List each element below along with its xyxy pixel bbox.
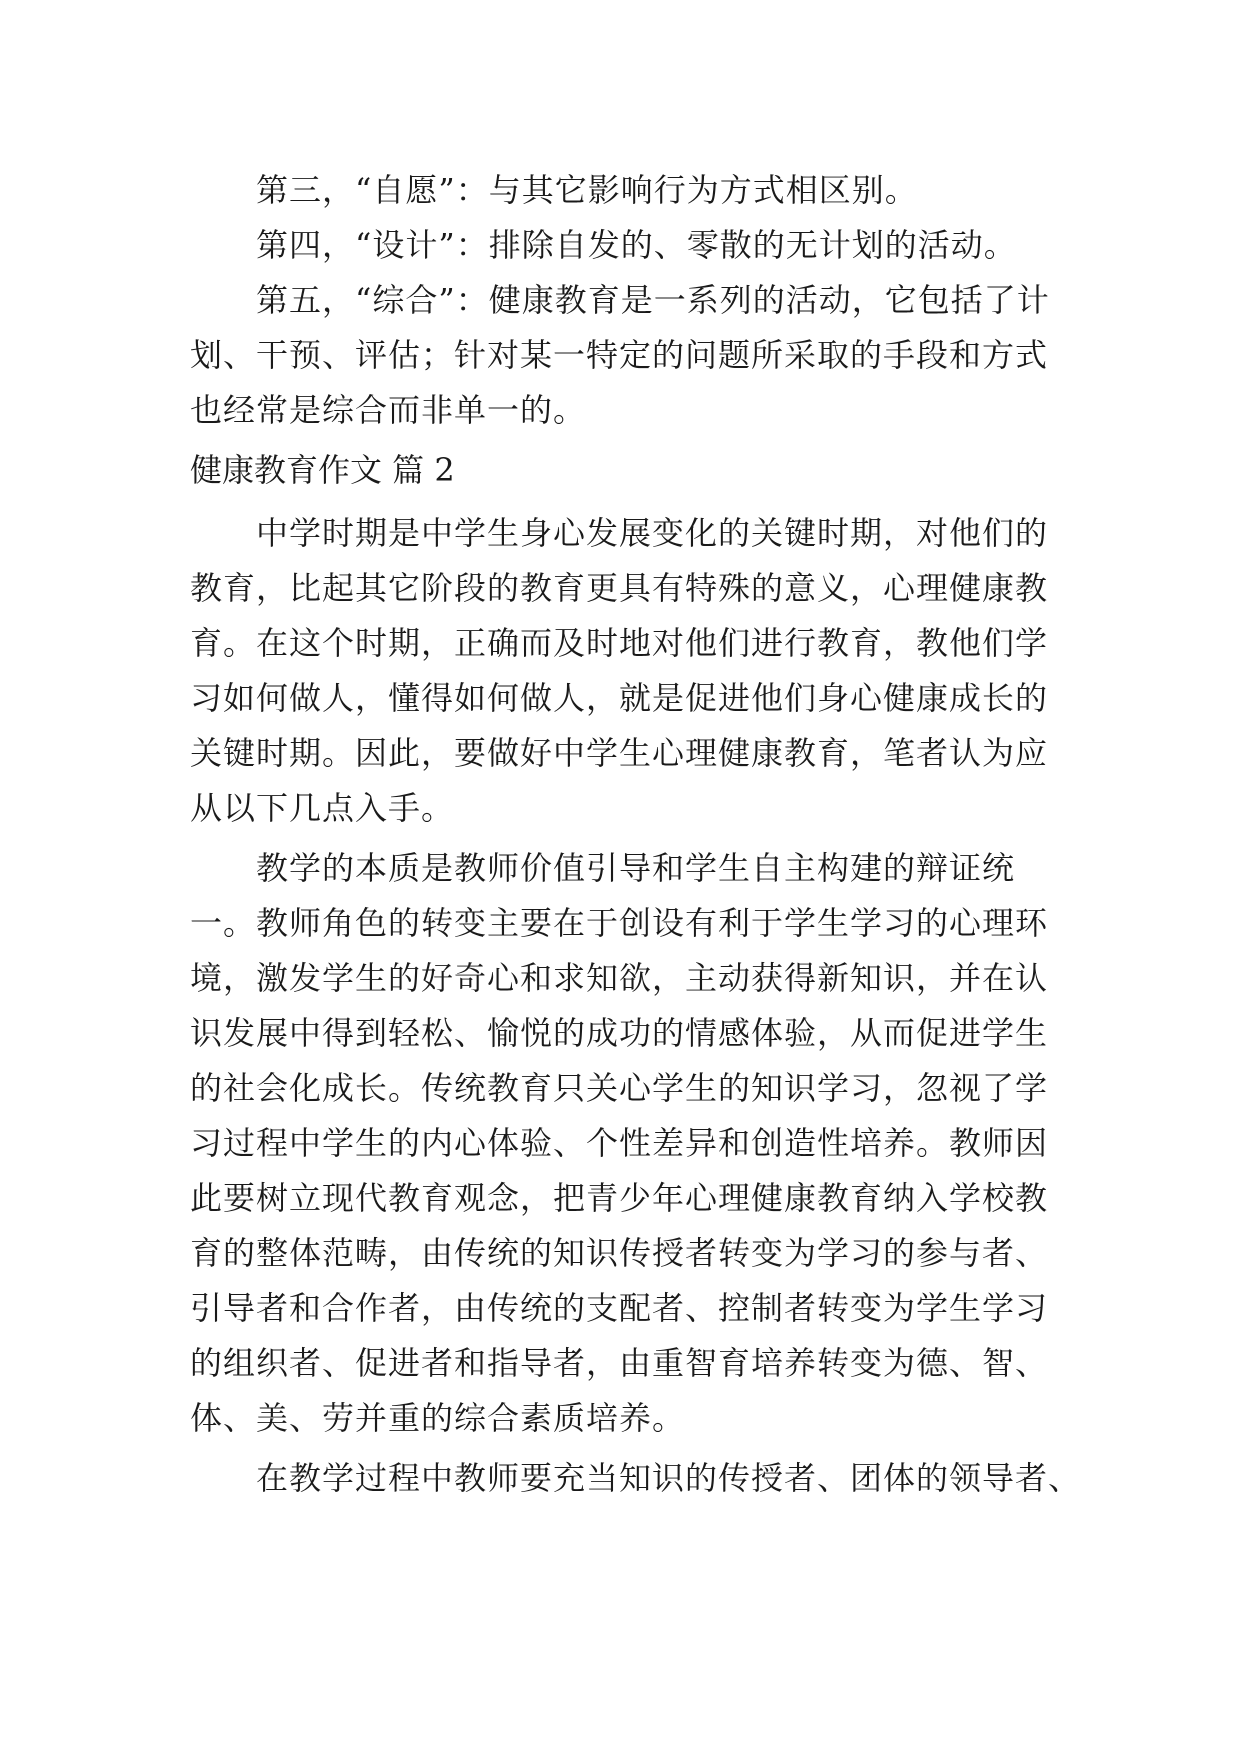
paragraph-line: 习过程中学生的内心体验、个性差异和创造性培养。教师因 — [190, 1124, 1049, 1162]
paragraph-line: 关键时期。因此，要做好中学生心理健康教育，笔者认为应 — [190, 734, 1049, 772]
paragraph-line: 识发展中得到轻松、愉悦的成功的情感体验，从而促进学生 — [190, 1014, 1049, 1052]
paragraph-line: 从以下几点入手。 — [190, 789, 455, 827]
paragraph-line: 划、干预、评估；针对某一特定的问题所采取的手段和方式 — [190, 336, 1049, 374]
paragraph-line: 教学的本质是教师价值引导和学生自主构建的辩证统 — [190, 849, 1016, 887]
paragraph-line: 也经常是综合而非单一的。 — [190, 391, 587, 429]
paragraph-line: 的社会化成长。传统教育只关心学生的知识学习，忽视了学 — [190, 1069, 1049, 1107]
paragraph-line: 第四，“设计”：排除自发的、零散的无计划的活动。 — [190, 226, 1017, 264]
paragraph-line: 此要树立现代教育观念，把青少年心理健康教育纳入学校教 — [190, 1179, 1049, 1217]
paragraph-line: 中学时期是中学生身心发展变化的关键时期，对他们的 — [190, 514, 1049, 552]
paragraph-line: 引导者和合作者，由传统的支配者、控制者转变为学生学习 — [190, 1289, 1049, 1327]
paragraph-line: 第五，“综合”：健康教育是一系列的活动，它包括了计 — [190, 281, 1050, 319]
paragraph-line: 第三，“自愿”：与其它影响行为方式相区别。 — [190, 171, 918, 209]
paragraph-line: 一。教师角色的转变主要在于创设有利于学生学习的心理环 — [190, 904, 1049, 942]
paragraph-line: 育。在这个时期，正确而及时地对他们进行教育，教他们学 — [190, 624, 1049, 662]
paragraph-line: 境，激发学生的好奇心和求知欲，主动获得新知识，并在认 — [190, 959, 1049, 997]
section-heading: 健康教育作文 篇 2 — [190, 451, 455, 489]
paragraph-line: 教育，比起其它阶段的教育更具有特殊的意义，心理健康教 — [190, 569, 1049, 607]
paragraph-line: 的组织者、促进者和指导者，由重智育培养转变为德、智、 — [190, 1344, 1049, 1382]
paragraph-line: 习如何做人，懂得如何做人，就是促进他们身心健康成长的 — [190, 679, 1049, 717]
paragraph-line: 体、美、劳并重的综合素质培养。 — [190, 1399, 686, 1437]
paragraph-line: 在教学过程中教师要充当知识的传授者、团体的领导者、 — [190, 1459, 1082, 1497]
paragraph-line: 育的整体范畴，由传统的知识传授者转变为学习的参与者、 — [190, 1234, 1049, 1272]
